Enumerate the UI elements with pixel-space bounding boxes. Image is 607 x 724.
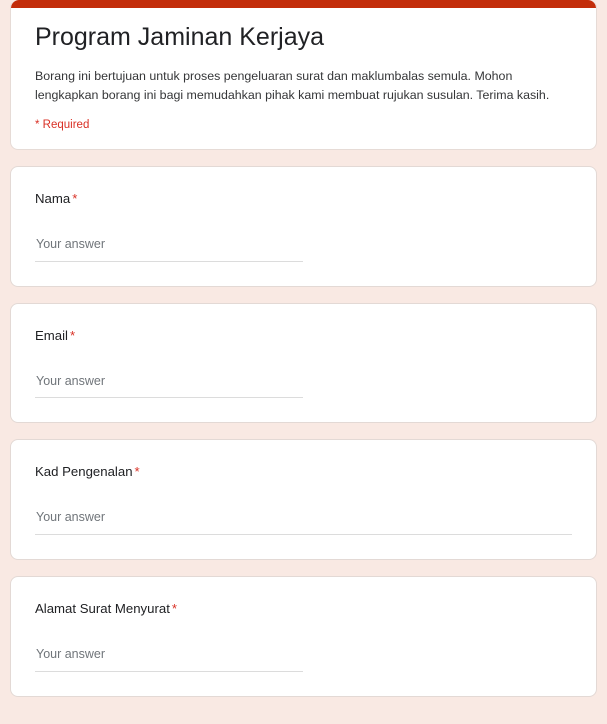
answer-input-alamat-surat-menyurat[interactable] — [35, 646, 303, 672]
question-label-alamat-surat-menyurat — [35, 599, 572, 618]
answer-row-kad-pengenalan — [35, 509, 572, 535]
form-header-card — [10, 0, 597, 150]
answer-row-nama — [35, 236, 572, 262]
question-label-kad-pengenalan — [35, 462, 572, 481]
answer-input-email[interactable] — [35, 373, 303, 399]
question-card-kad-pengenalan — [10, 439, 597, 560]
question-card-email — [10, 303, 597, 424]
form-description: Borang ini bertujuan untuk proses pengeluaran surat dan maklumbalas semula. Mohon lengkapkan borang ini bagi memudahkan pihak kami membuat rujukan susulan. Terima kasih. — [35, 69, 550, 103]
answer-row-email — [35, 373, 572, 399]
question-label-text: Kad Pengenalan — [35, 464, 133, 480]
required-asterisk: * — [134, 464, 140, 480]
question-label-text: Email — [35, 327, 68, 343]
answer-row-alamat-surat-menyurat — [35, 646, 572, 672]
required-asterisk: * — [72, 190, 78, 206]
answer-input-kad-pengenalan[interactable] — [35, 509, 572, 535]
question-label-text: Nama — [35, 190, 71, 206]
form-accent-bar — [11, 0, 596, 8]
required-asterisk: * — [171, 600, 178, 616]
page-title: Program Jaminan Kerjaya — [35, 23, 325, 51]
required-asterisk: * — [69, 327, 76, 343]
question-card-alamat-surat-menyurat — [10, 576, 597, 697]
form-header-content — [11, 8, 596, 131]
question-label-nama — [35, 189, 572, 208]
question-card-nama — [10, 166, 597, 287]
required-note: * Required — [35, 118, 90, 131]
question-label-text: Alamat Surat Menyurat — [35, 600, 170, 616]
question-label-email — [35, 326, 572, 345]
answer-input-nama[interactable] — [35, 236, 303, 262]
